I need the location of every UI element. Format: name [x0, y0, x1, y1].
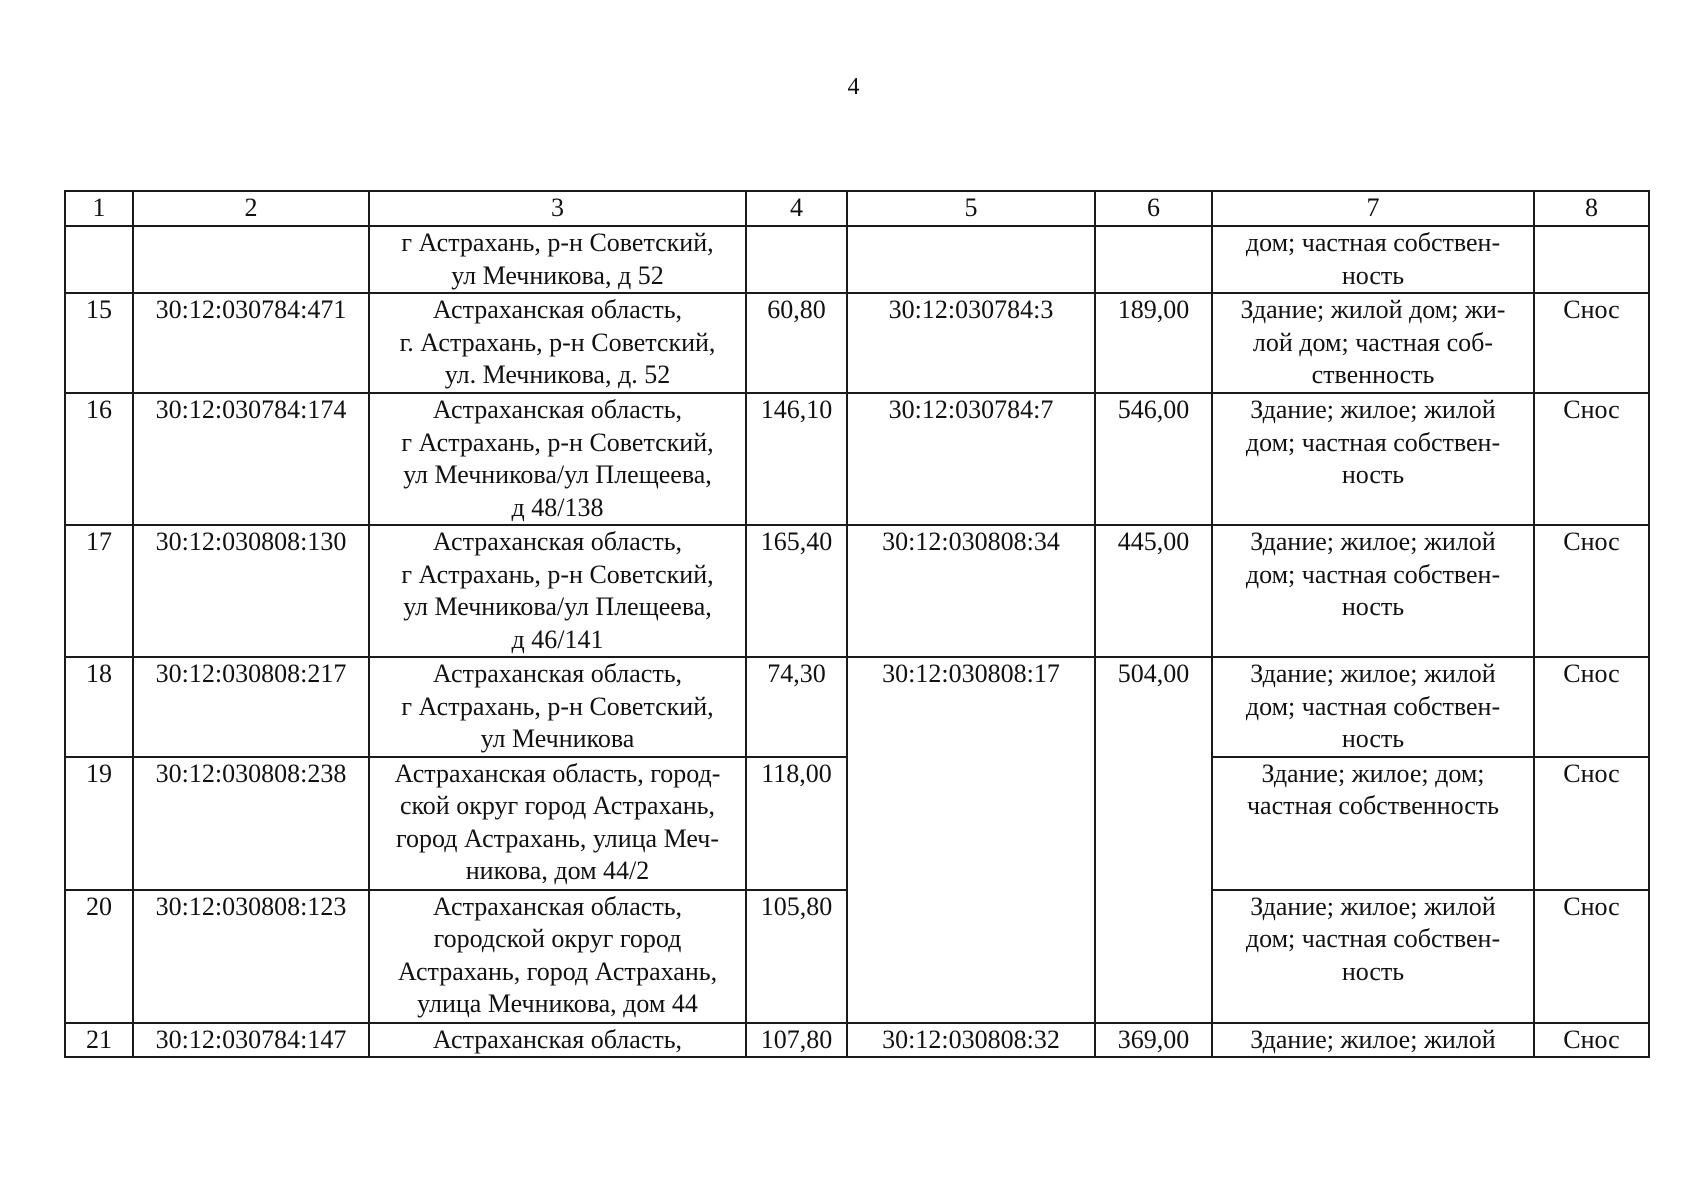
cell-cadastral: 30:12:030784:174	[133, 393, 369, 525]
cell-area: 165,40	[746, 525, 847, 657]
cell-land-area: 504,00	[1095, 657, 1212, 1023]
cell-area: 74,30	[746, 657, 847, 757]
cell-address: Астраханская область,	[369, 1023, 746, 1058]
table-row	[65, 525, 1649, 657]
cell-address: Астраханская область, городской округ город Астрахань, город Астрахань, улица Мечникова, дом 44	[369, 890, 746, 1023]
cell-area	[746, 226, 847, 293]
cell-address: Астраханская область, г Астрахань, р-н Советский, ул Мечникова	[369, 657, 746, 757]
cell-address: Астраханская область, г. Астрахань, р-н Советский, ул. Мечникова, д. 52	[369, 293, 746, 393]
cell-land-area: 445,00	[1095, 525, 1212, 657]
cell-land-cadastral: 30:12:030808:32	[847, 1023, 1095, 1058]
header-cell: 4	[746, 191, 847, 226]
cell-land-cadastral: 30:12:030784:7	[847, 393, 1095, 525]
cell-land-cadastral: 30:12:030808:34	[847, 525, 1095, 657]
cell-num: 21	[65, 1023, 133, 1058]
cell-area: 146,10	[746, 393, 847, 525]
cell-description: Здание; жилое; жилой дом; частная собствен- ность	[1212, 525, 1534, 657]
cell-num: 17	[65, 525, 133, 657]
cell-area: 60,80	[746, 293, 847, 393]
cell-description: Здание; жилое; жилой	[1212, 1023, 1534, 1058]
cell-action: Снос	[1534, 657, 1649, 757]
registry-table	[64, 190, 1650, 1058]
cell-area: 118,00	[746, 757, 847, 890]
table-row	[65, 657, 1649, 757]
cell-land-area: 189,00	[1095, 293, 1212, 393]
cell-land-area	[1095, 226, 1212, 293]
cell-land-area: 546,00	[1095, 393, 1212, 525]
cell-description: Здание; жилое; жилой дом; частная собствен- ность	[1212, 890, 1534, 1023]
cell-description: Здание; жилое; жилой дом; частная собствен- ность	[1212, 657, 1534, 757]
cell-description: дом; частная собствен- ность	[1212, 226, 1534, 293]
header-cell: 7	[1212, 191, 1534, 226]
cell-land-cadastral: 30:12:030784:3	[847, 293, 1095, 393]
cell-cadastral: 30:12:030808:217	[133, 657, 369, 757]
cell-action: Снос	[1534, 1023, 1649, 1058]
cell-land-cadastral: 30:12:030808:17	[847, 657, 1095, 1023]
cell-description: Здание; жилое; дом; частная собственность	[1212, 757, 1534, 890]
cell-action: Снос	[1534, 890, 1649, 1023]
table-row	[65, 293, 1649, 393]
header-cell: 1	[65, 191, 133, 226]
cell-cadastral: 30:12:030784:147	[133, 1023, 369, 1058]
cell-num: 20	[65, 890, 133, 1023]
cell-cadastral: 30:12:030808:123	[133, 890, 369, 1023]
cell-num: 16	[65, 393, 133, 525]
table-row	[65, 1023, 1649, 1058]
cell-action	[1534, 226, 1649, 293]
cell-action: Снос	[1534, 293, 1649, 393]
cell-num: 18	[65, 657, 133, 757]
cell-area: 105,80	[746, 890, 847, 1023]
cell-num	[65, 226, 133, 293]
cell-address: Астраханская область, город- ской округ город Астрахань, город Астрахань, улица Меч- никова, дом 44/2	[369, 757, 746, 890]
header-cell: 3	[369, 191, 746, 226]
cell-land-area: 369,00	[1095, 1023, 1212, 1058]
cell-address: г Астрахань, р-н Советский, ул Мечникова, д 52	[369, 226, 746, 293]
cell-land-cadastral	[847, 226, 1095, 293]
cell-action: Снос	[1534, 525, 1649, 657]
cell-num: 15	[65, 293, 133, 393]
header-cell: 6	[1095, 191, 1212, 226]
cell-description: Здание; жилое; жилой дом; частная собствен- ность	[1212, 393, 1534, 525]
cell-action: Снос	[1534, 757, 1649, 890]
cell-cadastral	[133, 226, 369, 293]
cell-description: Здание; жилой дом; жи- лой дом; частная соб- ственность	[1212, 293, 1534, 393]
table-row	[65, 393, 1649, 525]
cell-cadastral: 30:12:030808:130	[133, 525, 369, 657]
cell-num: 19	[65, 757, 133, 890]
page-number: 4	[847, 74, 860, 100]
cell-address: Астраханская область, г Астрахань, р-н Советский, ул Мечникова/ул Плещеева, д 46/141	[369, 525, 746, 657]
header-cell: 2	[133, 191, 369, 226]
header-cell: 8	[1534, 191, 1649, 226]
cell-address: Астраханская область, г Астрахань, р-н Советский, ул Мечникова/ул Плещеева, д 48/138	[369, 393, 746, 525]
cell-area: 107,80	[746, 1023, 847, 1058]
cell-action: Снос	[1534, 393, 1649, 525]
cell-cadastral: 30:12:030808:238	[133, 757, 369, 890]
header-row	[65, 191, 1649, 226]
cell-cadastral: 30:12:030784:471	[133, 293, 369, 393]
table-row-continuation	[65, 226, 1649, 293]
header-cell: 5	[847, 191, 1095, 226]
